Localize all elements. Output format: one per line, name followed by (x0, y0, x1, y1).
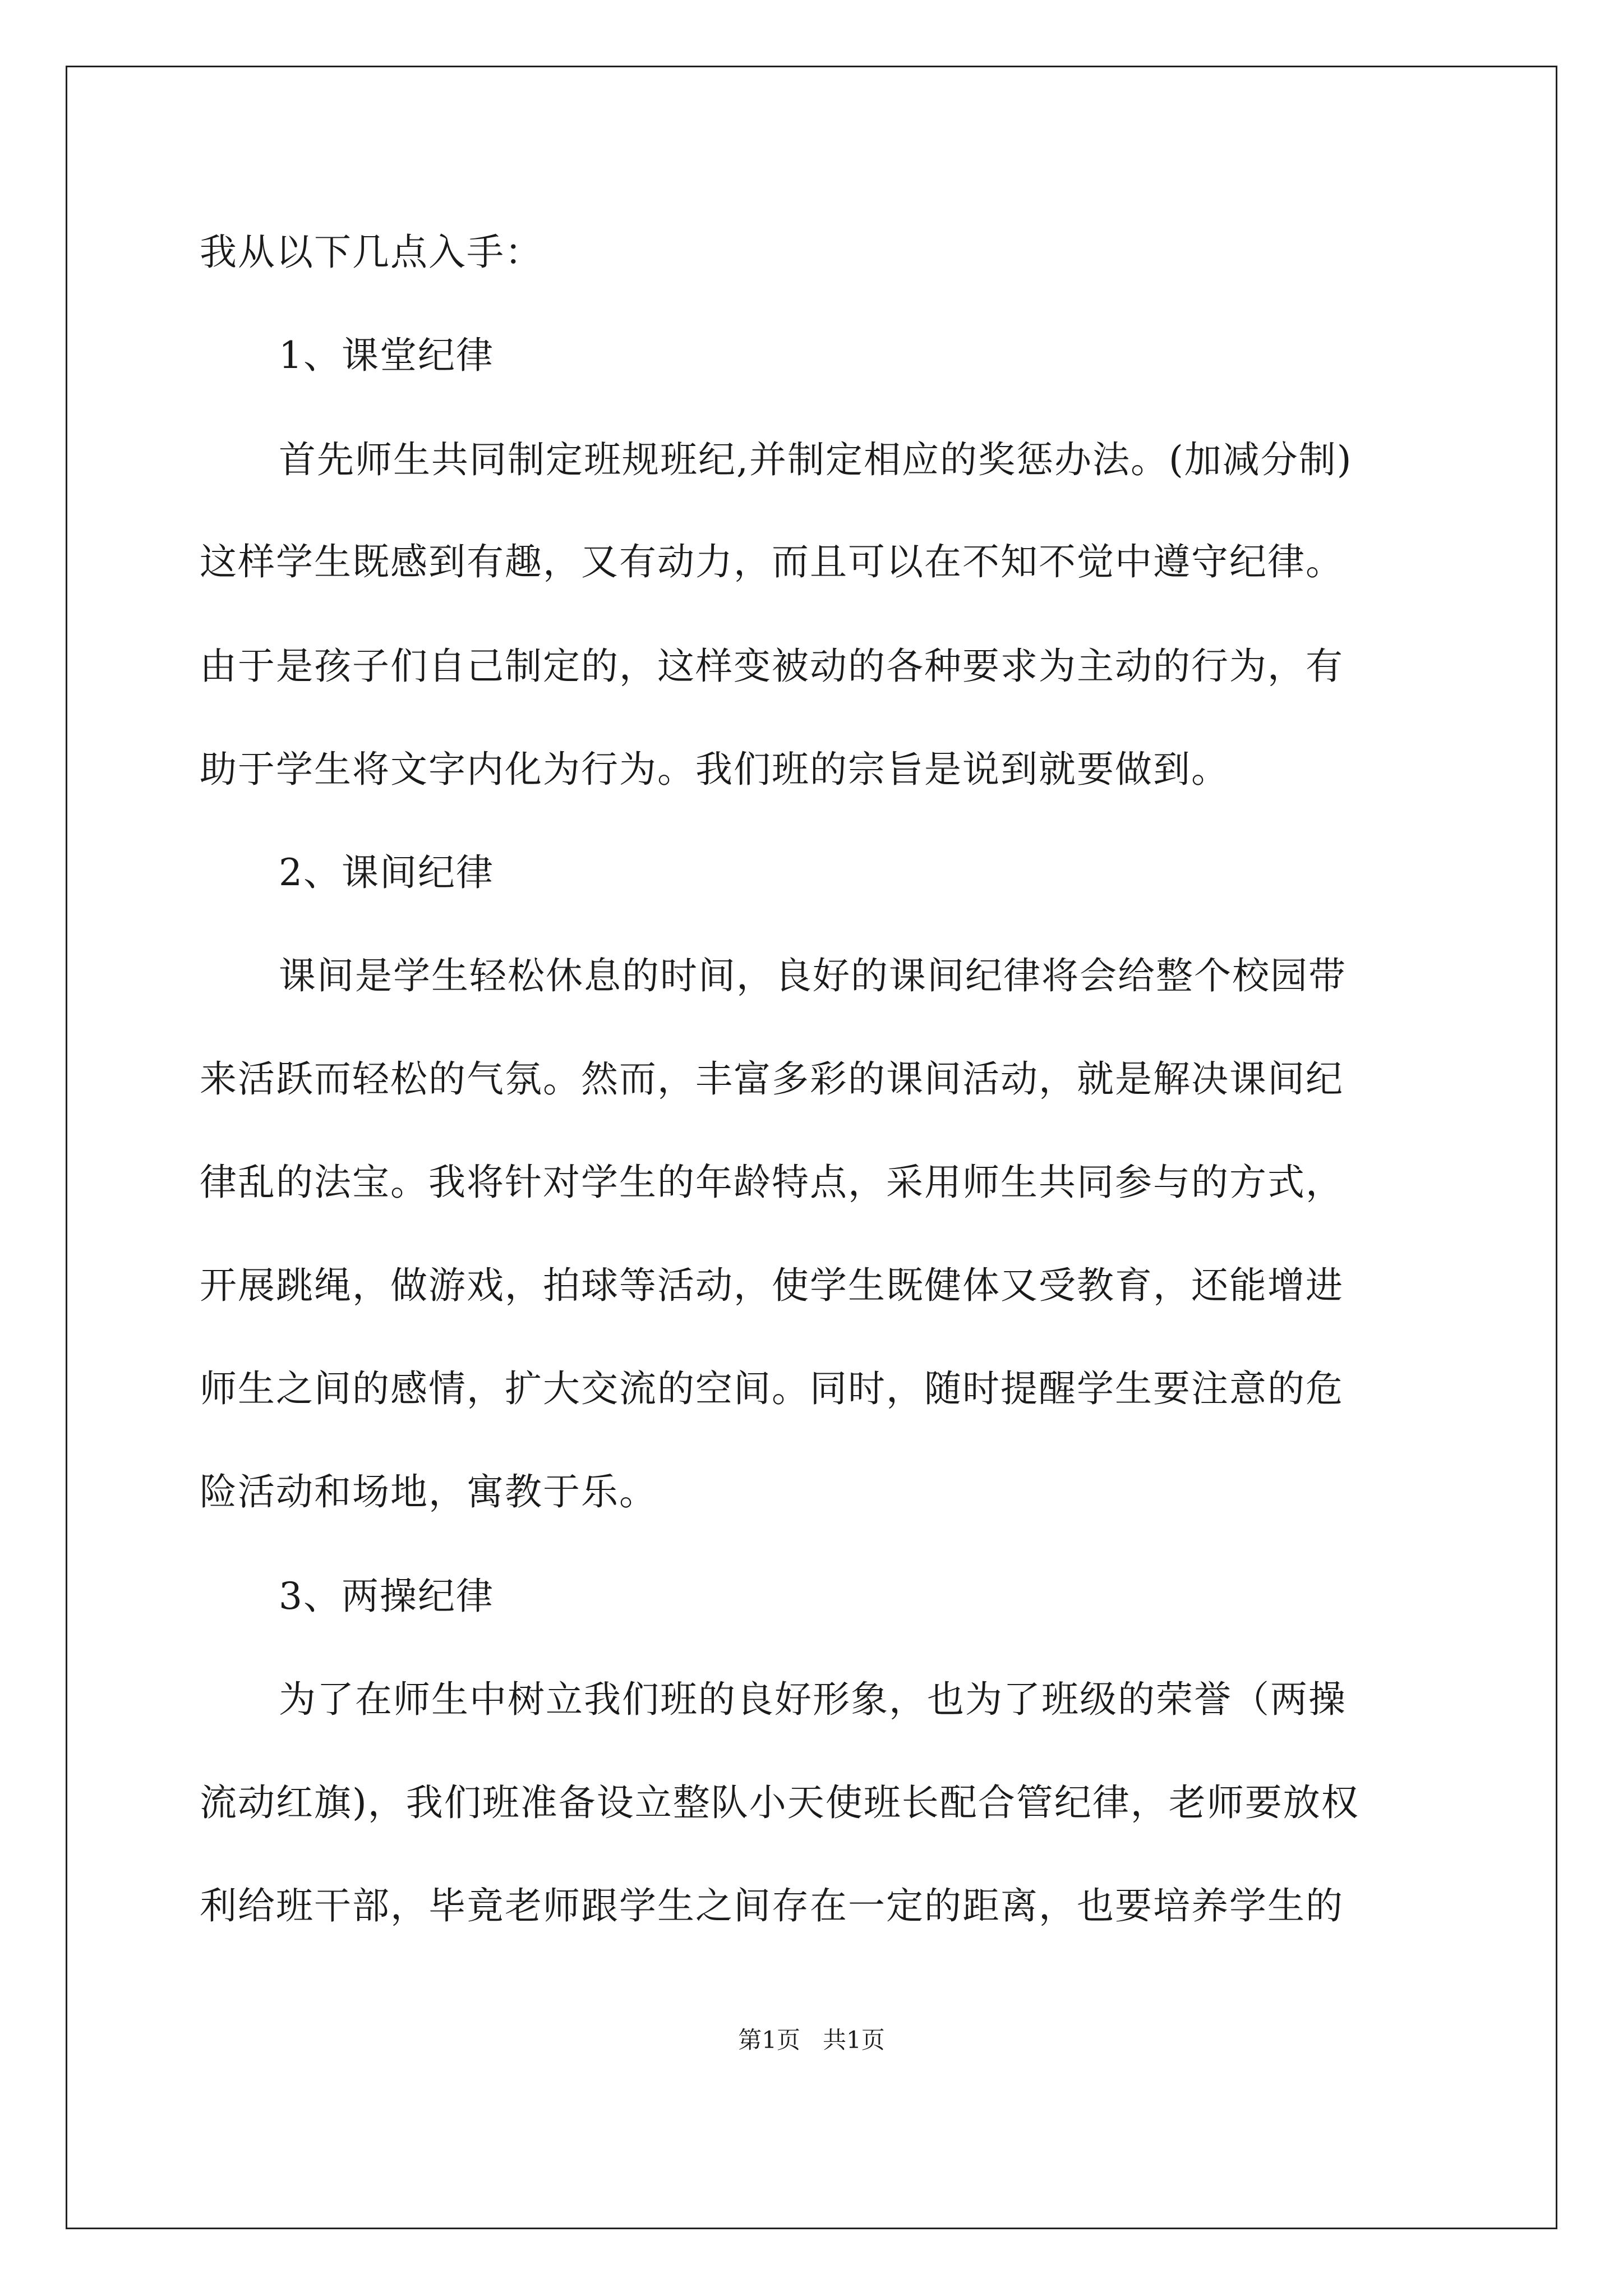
page-number-footer: 第1页 共1页 (738, 2026, 885, 2054)
paragraph-line: 流动红旗)，我们班准备设立整队小天使班长配合管纪律，老师要放权 (200, 1781, 1359, 1824)
paragraph-line: 首先师生共同制定班规班纪,并制定相应的奖惩办法。(加减分制) (279, 438, 1353, 481)
paragraph-line: 开展跳绳，做游戏，拍球等活动，使学生既健体又受教育，还能增进 (200, 1264, 1344, 1307)
section-heading-exercise-discipline: 3、两操纪律 (279, 1575, 494, 1618)
text-line-intro: 我从以下几点入手： (200, 231, 543, 274)
section-heading-recess-discipline: 2、课间纪律 (279, 851, 494, 894)
paragraph-line: 利给班干部，毕竟老师跟学生之间存在一定的距离，也要培养学生的 (200, 1884, 1344, 1927)
paragraph-line: 险活动和场地，寓教于乐。 (200, 1470, 657, 1513)
paragraph-line: 助于学生将文字内化为行为。我们班的宗旨是说到就要做到。 (200, 748, 1229, 791)
paragraph-line: 由于是孩子们自己制定的，这样变被动的各种要求为主动的行为，有 (200, 645, 1344, 688)
paragraph-line: 这样学生既感到有趣，又有动力，而且可以在不知不觉中遵守纪律。 (200, 540, 1344, 583)
paragraph-line: 课间是学生轻松休息的时间，良好的课间纪律将会给整个校园带 (279, 954, 1347, 997)
section-heading-classroom-discipline: 1、课堂纪律 (279, 334, 494, 377)
paragraph-line: 律乱的法宝。我将针对学生的年龄特点，采用师生共同参与的方式， (200, 1161, 1344, 1204)
paragraph-line: 师生之间的感情，扩大交流的空间。同时，随时提醒学生要注意的危 (200, 1367, 1344, 1410)
paragraph-line: 来活跃而轻松的气氛。然而，丰富多彩的课间活动，就是解决课间纪 (200, 1057, 1344, 1101)
paragraph-line: 为了在师生中树立我们班的良好形象，也为了班级的荣誉（两操 (279, 1678, 1347, 1721)
